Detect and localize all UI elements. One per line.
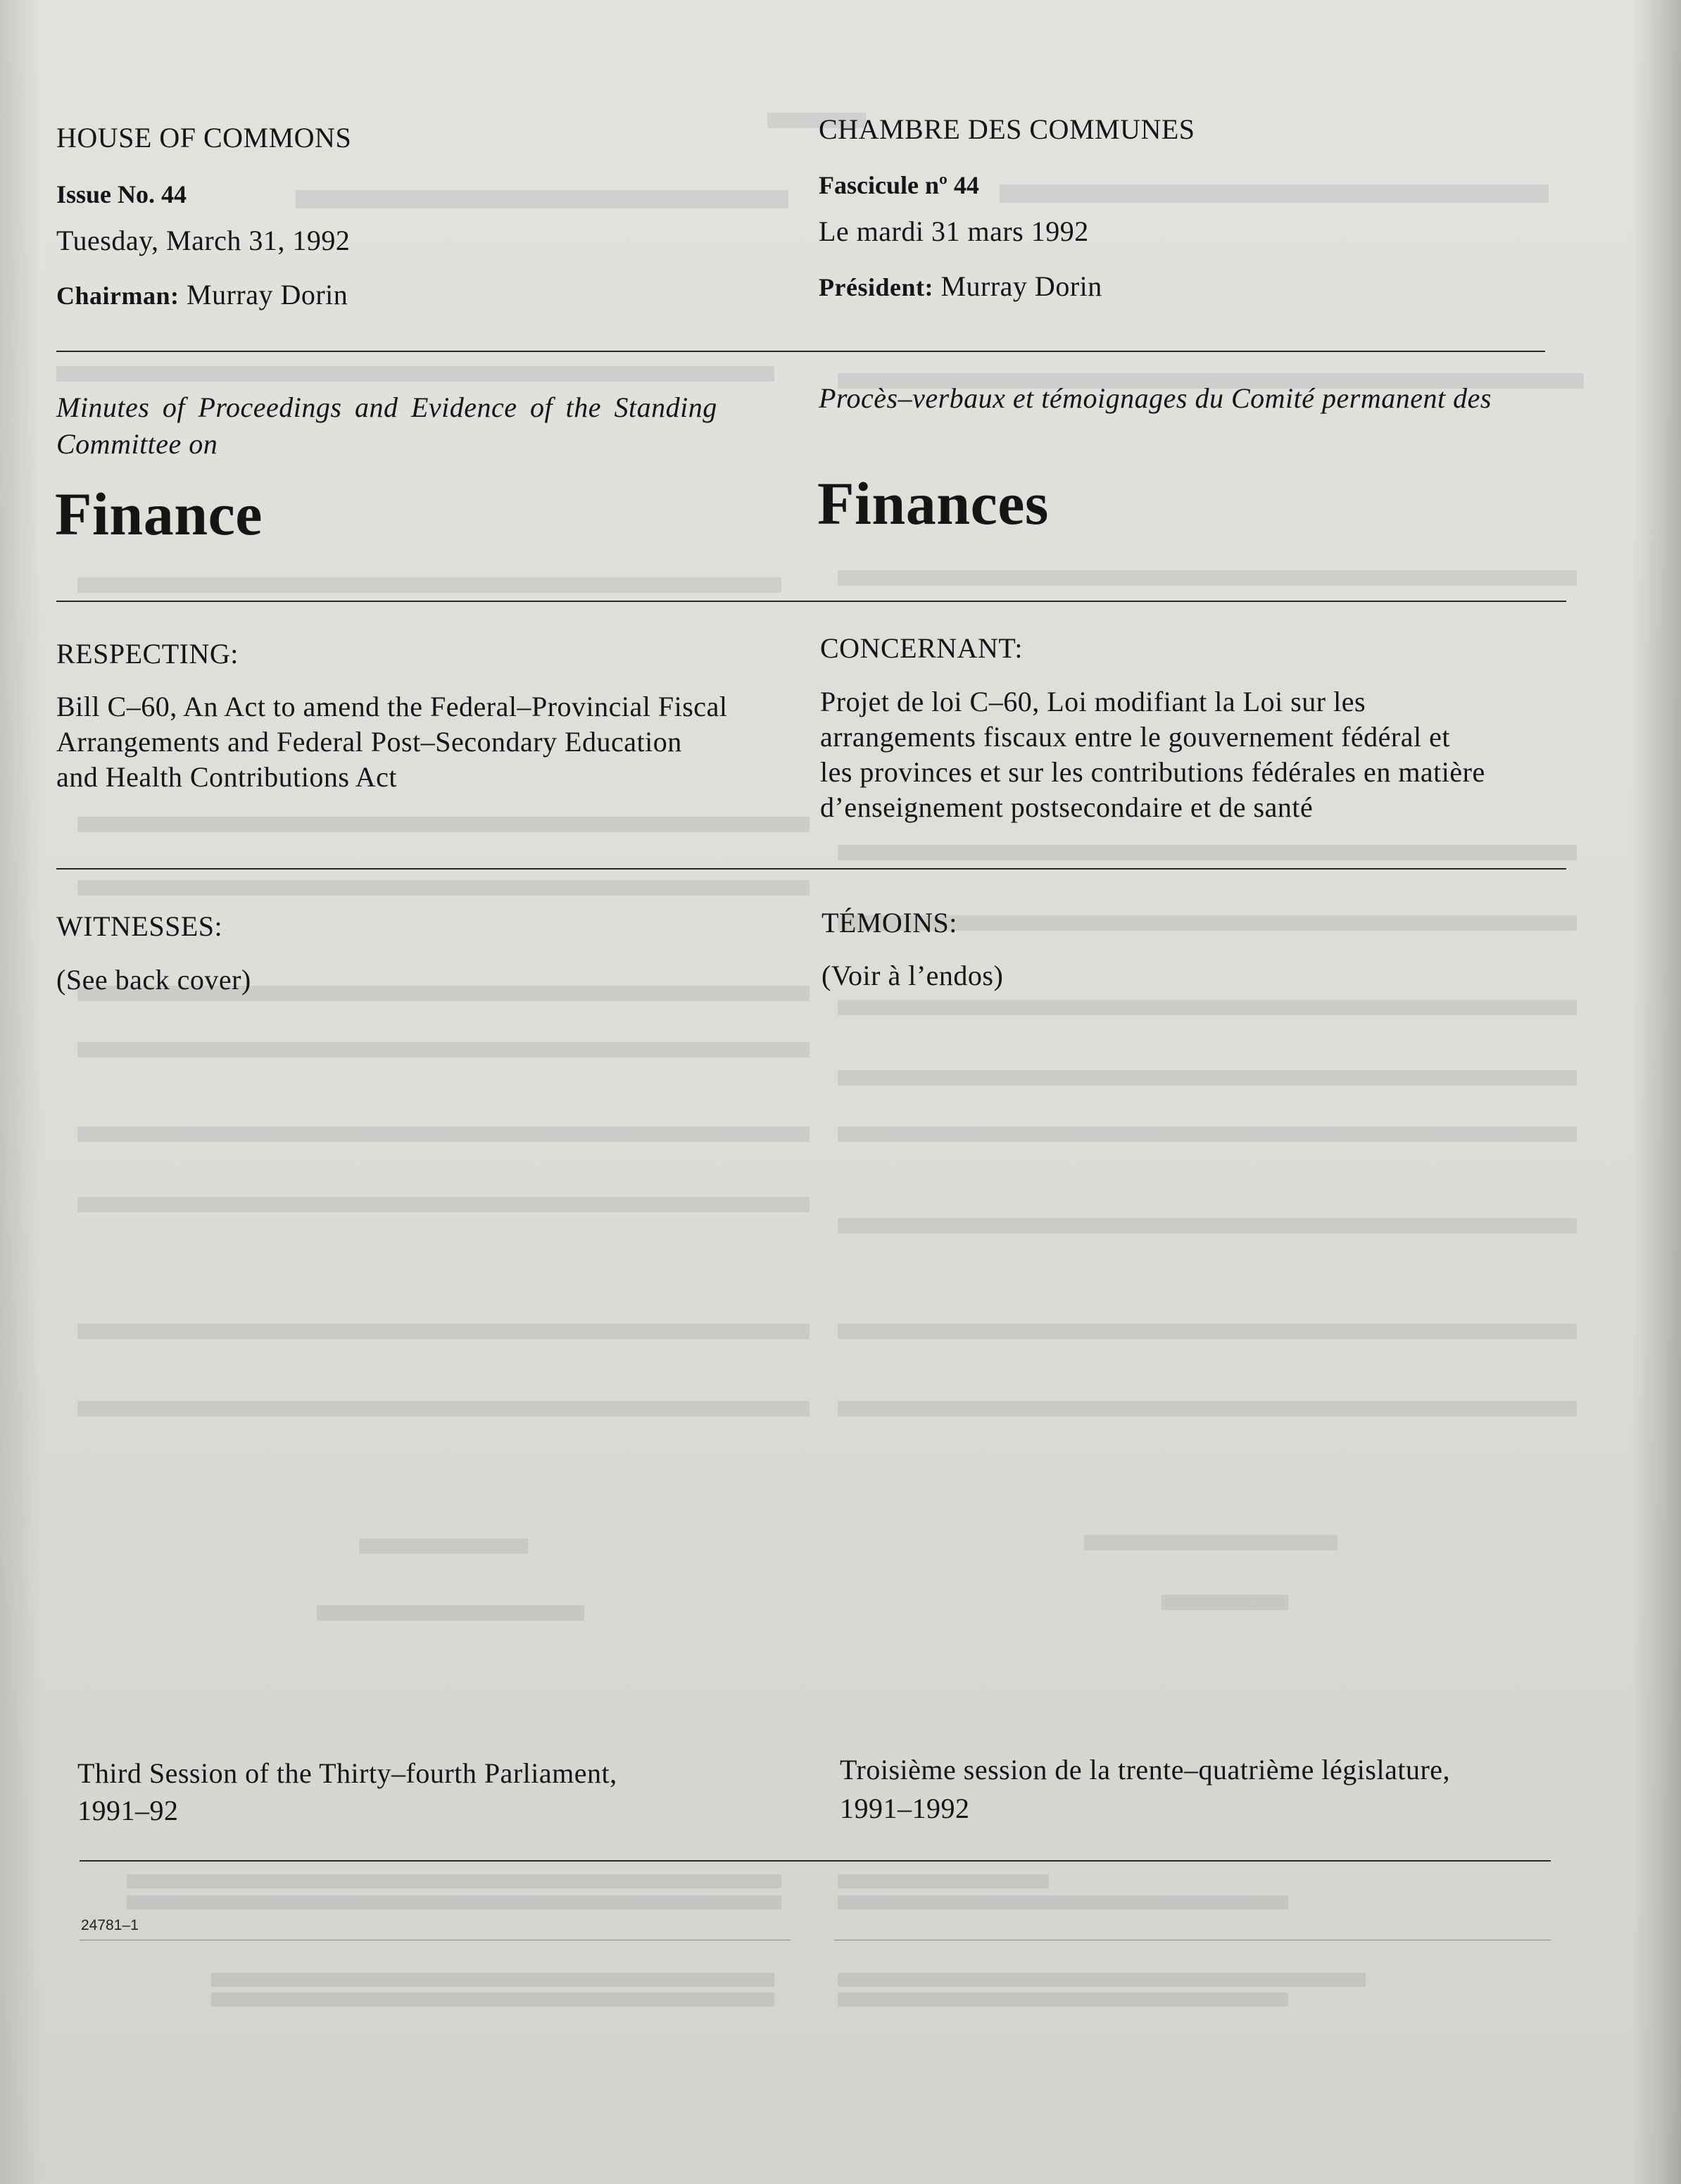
bleed-through-text bbox=[77, 880, 810, 896]
left-committee-title: Finance bbox=[55, 480, 263, 548]
bleed-through-text bbox=[838, 1000, 1577, 1015]
bleed-through-text bbox=[838, 1218, 1577, 1234]
right-witnesses-label: TÉMOINS: bbox=[821, 907, 957, 939]
left-bill-line3: and Health Contributions Act bbox=[56, 761, 397, 793]
left-session-line2: 1991–92 bbox=[77, 1795, 179, 1826]
bleed-through-text bbox=[838, 1324, 1577, 1339]
bleed-through-imprint bbox=[838, 1973, 1366, 1987]
bleed-through-text bbox=[77, 1042, 810, 1058]
left-date: Tuesday, March 31, 1992 bbox=[56, 225, 351, 256]
left-chairman-label: Chairman: bbox=[56, 282, 180, 310]
page-edge-shadow bbox=[1632, 0, 1681, 2184]
right-respecting-label: CONCERNANT: bbox=[820, 632, 1023, 664]
bleed-through-text bbox=[317, 1605, 584, 1621]
bleed-through-text bbox=[838, 570, 1577, 586]
bleed-through-text bbox=[77, 1324, 810, 1339]
bleed-through-text bbox=[838, 1401, 1577, 1417]
left-bill-line1: Bill C–60, An Act to amend the Federal–Provincial Fiscal bbox=[56, 691, 728, 722]
divider-rule-title bbox=[56, 601, 1566, 602]
divider-rule-header bbox=[56, 351, 1545, 352]
right-date: Le mardi 31 mars 1992 bbox=[819, 215, 1089, 247]
divider-rule-subject bbox=[56, 868, 1566, 870]
bleed-through-text bbox=[77, 817, 810, 832]
left-chairman-name: Murray Dorin bbox=[187, 279, 348, 310]
bleed-through-text bbox=[1084, 1535, 1337, 1550]
right-committee-title: Finances bbox=[817, 470, 1049, 537]
right-president-line bbox=[819, 270, 1102, 303]
bleed-through-text bbox=[56, 366, 774, 382]
bleed-through-imprint bbox=[211, 1992, 774, 2007]
left-issue-number: Issue No. 44 bbox=[56, 180, 187, 208]
bleed-through-imprint bbox=[838, 1992, 1288, 2007]
right-president-label: Président: bbox=[819, 273, 933, 301]
bleed-through-imprint bbox=[838, 1874, 1049, 1888]
bleed-through-text bbox=[838, 1126, 1577, 1142]
left-minutes-line1: Minutes of Proceedings and Evidence of the Standing bbox=[56, 391, 717, 423]
right-bill-line3: les provinces et sur les contributions fédérales en matière bbox=[820, 756, 1485, 788]
bleed-through-text bbox=[838, 1070, 1577, 1086]
left-session-line1: Third Session of the Thirty–fourth Parliament, bbox=[77, 1757, 617, 1789]
bleed-through-imprint bbox=[838, 1895, 1288, 1909]
bleed-through-text bbox=[77, 1126, 810, 1142]
bleed-through-imprint bbox=[127, 1895, 781, 1909]
left-respecting-label: RESPECTING: bbox=[56, 638, 239, 670]
bleed-through-text bbox=[77, 577, 781, 593]
left-witnesses-label: WITNESSES: bbox=[56, 910, 223, 942]
left-witnesses-note: (See back cover) bbox=[56, 964, 251, 996]
right-bill-line1: Projet de loi C–60, Loi modifiant la Loi sur les bbox=[820, 686, 1366, 717]
print-code: 24781–1 bbox=[81, 1917, 139, 1933]
right-session-line1: Troisième session de la trente–quatrième législature, bbox=[840, 1754, 1451, 1786]
bleed-through-text bbox=[1000, 184, 1549, 203]
right-minutes-line1: Procès–verbaux et témoignages du Comité permanent des bbox=[819, 382, 1492, 414]
bleed-through-imprint bbox=[211, 1973, 774, 1987]
right-witnesses-note: (Voir à l’endos) bbox=[821, 960, 1004, 991]
divider-rule-session bbox=[80, 1860, 1551, 1862]
bleed-through-text bbox=[77, 1197, 810, 1212]
bleed-through-text bbox=[77, 1401, 810, 1417]
bleed-through-text bbox=[359, 1538, 528, 1554]
left-minutes-line2: Committee on bbox=[56, 428, 218, 460]
bleed-through-text bbox=[296, 190, 788, 208]
bleed-through-text bbox=[838, 845, 1577, 860]
bleed-through-imprint bbox=[127, 1874, 781, 1888]
left-bill-line2: Arrangements and Federal Post–Secondary Education bbox=[56, 726, 682, 758]
left-house-name: HOUSE OF COMMONS bbox=[56, 122, 352, 153]
right-president-name: Murray Dorin bbox=[940, 270, 1102, 302]
right-session-line2: 1991–1992 bbox=[840, 1793, 970, 1824]
right-issue-number: Fascicule nº 44 bbox=[819, 171, 979, 199]
right-house-name: CHAMBRE DES COMMUNES bbox=[819, 113, 1195, 145]
right-bill-line2: arrangements fiscaux entre le gouvernement fédéral et bbox=[820, 721, 1450, 753]
right-bill-line4: d’enseignement postsecondaire et de santé bbox=[820, 791, 1314, 823]
left-chairman-line bbox=[56, 278, 348, 311]
bleed-through-text bbox=[1161, 1595, 1288, 1610]
